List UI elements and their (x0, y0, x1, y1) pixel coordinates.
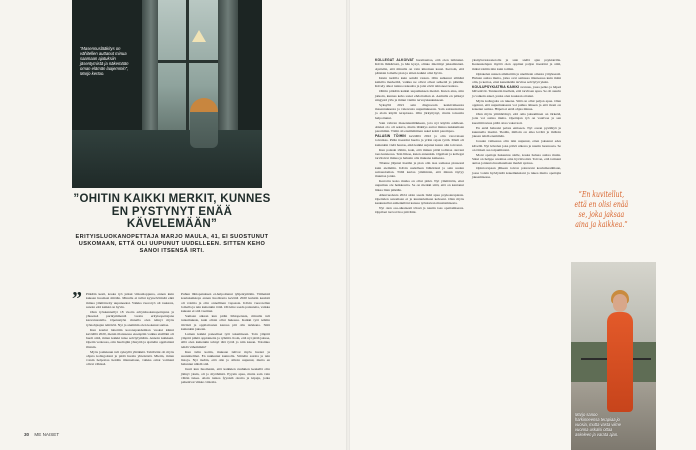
article-lead: ERITYISLUOKANOPETTAJA MARJO MAULA, 41, EI SUOSTUNUT USKOMAAN, ETTÄ OLI UUPUNUT UUDELLEEN. SITTEN KEHO SANOI ITSENSÄ IRTI. (75, 234, 269, 254)
paragraph: Sain vahvan masennuslääkkeen, jota nyt käytän edelleen. Aluksi olo oli sekava, mutta lääkitys auttoi minua nukkumaan paremmin. Tämä oli ensimmäinen askel kohti parempaa. (375, 120, 464, 134)
paragraph: Puhun lähiopetuksen ei-helpottunut tyhjentymään. Viimeisiä koulukeikkoja ennen huolitonta kevättä 2020 kulutin kesästä oli voimia ja olin onnellinen vapaasta. Kävin vuorotellen lomalla ja tein kuitenkin töitä. Oli kiire saada palautetta, vaikka kukaan ei sitä vaatinut. (181, 292, 270, 313)
pull-quote: ”En kuvitellut, että en olisi enää se, joka jaksaa aina ja kaikkea.” (574, 190, 629, 230)
paragraph: Kun palasin töihin, koin, että minun pitää todistaa olevani taas kunnossa. Tein liikaa, kuten ennenkin. Oppilaat ja kollegat tarvitsivat minua ja halusin olla mukana kaikessa. (375, 147, 464, 161)
page-number: 30 (24, 432, 30, 437)
paragraph: Kerrottu koko matka on ollut pitkä. Nyt ymmärrän, ettei uupumus ole heikkoutta. Se on merkki siitä, että on kantanut liikaa liian pitkään. (375, 179, 464, 192)
paragraph: Pitkään kesti, koska työ jatkui viikonloppuna, ennen kuin kukaan huomasi mitään. Minulle ei tullut kyynelvärinää eikä minua ymmärretty uupuneeksi. Vaikka vuorotyö oli raskasta, sanoin että kaikki on hyvin. (86, 292, 174, 309)
paragraph: keväällä 2022 ja olin varovaisen toiveikas. Pidin itsestäni huolta ja yritin rajata työtä. Mieli oli kuitenkin vielä hauras, eikä kaikki sujunut kuten olin toivonut. (375, 134, 465, 147)
paragraph: yksityisvastaanotolle ja sain siellä ajan psykiatrille. Keskustelujen myötä olen oppinut paljon itsestäni ja siitä, miksi toimin niin kuin toimin. (472, 58, 561, 71)
magazine-name: ME NAISET (34, 432, 60, 437)
text-column-4 (472, 58, 561, 180)
paragraph: Opiskelen uuteen ammattiin ja unelmoin omasta yrityksestä. Haluan auttaa muita, jotka ovat samassa tilanteessa kuin minä olin, ja kertoa, ettei kenenkään tarvitse selviytyä yksin. (472, 71, 561, 85)
paragraph: Syksyllä 2021 sain diagnoosin keskivaikeasta masennuksesta ja vakavasta uupumuksesta. Sain sairauslomaa ja aloin käydä terapiassa. Olin järkyttynyt, mutta toisaalta helpottunut. (375, 102, 464, 120)
text-column-2 (181, 292, 270, 385)
window-frame (186, 0, 189, 142)
subheading: PALASIN TÖIHIN (375, 134, 406, 139)
subheading: KOULUPSYKIATRIA KAIKKI (472, 85, 520, 90)
subheading: KOLLEGAT ALKOIVAT (375, 58, 414, 62)
paragraph: Myös joulukuun tuli syksyllä yhtäkkiä. Tehtäväni oli myös ohjata kollegoitani ja pitää huolta yhteisöstä. Mietin, miten voisin helpottaa heidän tilannettaan, vaikka omat voimani olivat vähissä. (86, 349, 174, 367)
paragraph: Juuri kun huomasin, että kaikkien ruuhkien keskellä olin jäänyt yksin, oli jo myöhäistä. Pyysin apua, mutta sain vain vähän tukea. Aloin tuntea fyysisiä oireita ja kipuja, jotka pahenivat viikko viikolta. (181, 367, 270, 385)
photo-woman-at-window (72, 0, 262, 188)
paragraph: Samaan aikaan kun pidin lähiopetusta, minulle tuli tuntemuksia, kuin olisin ollut hukassa. Kaikki työt tehtiin tiiviisti ja oppilaitosten kanssa piti olla tarkkana. Siitä kuitenkin jaksoin. (181, 314, 270, 331)
page-folio (24, 432, 59, 437)
paragraph: huomauttaa, että olen laihtunut. Kävin lääkärissä, ja hän kysyi, olinko miettinyt jaksamistani. Ajattelin, että minulla on vain kiireinen kausi. Kerroin, että pääsisin lomalle pian ja sitten kaikki olisi hyvin. (375, 58, 464, 75)
window-frame-horizontal (158, 60, 218, 63)
paragraph: Alkuvuodesta 2024 aloin saada lisää apua psykoterapiasta. Opettelen sanomaan ei ja kuuntelemaan kehoani. Olen myös keskustellut esihenkilöni kanssa työnkuvan muuttamisesta. (375, 192, 464, 206)
woman-dress (607, 312, 633, 412)
paragraph: Myös kollegoita on tukena. Siitä on ollut paljon apua. Olen oppinut, että uupumuksesta voi puhua ääneen ja että moni on kokenut samaa. Häpeä ei enää ohjaa minua. (472, 98, 561, 112)
woman-figure (190, 98, 218, 148)
paragraph: Nyt olen osa-aikaisesti töissä ja nautin taas opettamisesta. Oppilaat tuovat iloa päivääni. (375, 206, 464, 215)
paragraph: Jossain vaiheessa olin niin uupunut, etten jaksanut edes kävellä. Nyt kävelen joka päivä ulkona ja nautin luonnosta. Se on tärkeä osa toipumistani. (472, 139, 561, 152)
article-headline: ”OHITIN KAIKKI MERKIT, KUNNES EN PYSTYNYT ENÄÄ KÄVELEMÄÄN” (73, 193, 271, 230)
sofa (72, 130, 262, 188)
paragraph: En enää haluaisi palata entiseen. Nyt osaan pysähtyä ja kuunnella itseäni. Tiedän, milloin on aika levätä ja milloin jaksan tehdä enemmän. (472, 125, 561, 139)
paragraph: Tilanne jäljensi itseään ja pian olin taas samassa pisteessä kuin aiemmin. Kävin uudelleen lääkärissä ja sain uuden sairausloman. Tällä kertaa ymmärsin, että minun täytyy muuttaa jotain. (375, 161, 464, 179)
page-gutter (346, 0, 350, 450)
paragraph: Kun koulut laitettiin koronapandemian vuoksi kiinni keväällä 2020, menin tilanteessa eteenpäin vaikka sisälläni oli huoli siitä, miten kaikki tulee selviytymään. Annoin kaikkeni. Opetin verkossa, otin huoltajiin yhteyttä ja ajattelin oppilaitani iltaisin. (86, 327, 174, 349)
paragraph: Luinen kaikki paneeliset työt tekemiseen. Toin ympäri ympäri pitkiä oppiaineita ja ryhmiä. Koin, että nyt pitää jaksaa, sillä olen kuitenkin tehnyt tätä työtä jo niin kauan. Voisinko tehdä vähemmän? (181, 331, 270, 349)
paragraph: Kun tulin kotiin, mukaan tulivat myös huolet ja suunnitelmat. En nukkunut kunnolla. Siirtelin asioita ja tein listoja. Nyt tiedän, että olin jo silloin uupunut, mutta en halunnut nähdä sitä. (181, 349, 270, 367)
star-lamp-icon (192, 30, 206, 42)
paragraph: Ohitin pitkään kaikki uupumuksen merkit. Kuten aina, niin jatkoin, kunnes keho sanoi ehdottoman ei. Aamulla en päässyt sängystä ylös ja minut vietiin terveyskeskukseen. (375, 89, 464, 102)
photo-caption-left: ”Masennuslääkitys on vähitellen auttanut minua saamaan ajatuksiin jäsentymistä ja näkemään oman elämän laajemmin”, Marjo kertoo. (80, 46, 129, 76)
paragraph: Olen työskennellyt 18 vuotta erityisluokanopettajana ja yhteensä parikymmentä vuotta erityisopettajana kasvatusalalla. Opetustyön rinnalla olen tehnyt myös työnohjaajan tehtäviä. Nyt ja aiemmin olen kokenut samaa. (86, 309, 174, 327)
photo-caption-right: Marjo sanoo harkinneensa terapiaa jo vuosia, mutta vasta viime vuonna uskalsi ottaa askeleen ja varata ajan. (575, 412, 621, 437)
paragraph: Moni opettaja hakeutuu alalle, koska haluaa auttaa muita. Siksi on helppo unohtaa oma hyvinvointi. Toivon, että tarinani auttaa jotakuta huomaamaan merkit ajoissa. (472, 152, 561, 166)
opening-quote-mark: ” (72, 288, 82, 310)
text-column-1 (86, 292, 174, 367)
paragraph: avaruus, jossa pelko ja häpeä hälvenivät. Tunnustin itselleni, että tarvitsen apua. Se oli suurin ja vaikein askel, jonka olen koskaan ottanut. (472, 85, 561, 98)
photo-woman-in-orange-dress (571, 262, 656, 450)
paragraph: Istuin tuolilla kuin seinää vasten. Olin sulkenut silmäni kaikilta merkeiltä, vaikka ne olivat olleet selkeitä jo pitkään. Kävely alkoi tuntua raskaalta ja jalat eivät tahtoneet kantaa. (375, 75, 464, 89)
paragraph: Olen myös ymmärtänyt, että oma jaksaminen on tärkeää, jotta voi auttaa muita. Opettajan työ on vaativaa ja sen kuormittavuus pitää ottaa vakavasti. (472, 112, 561, 125)
woman-head (613, 294, 627, 312)
paragraph: Opintovapaan jälkeen toivon palaavani koulumaailmaan, jossa voisin hyödyntää kokemuksiani ja tukea muita opettajia jaksamisessa. (472, 166, 561, 179)
text-column-3 (375, 58, 464, 216)
